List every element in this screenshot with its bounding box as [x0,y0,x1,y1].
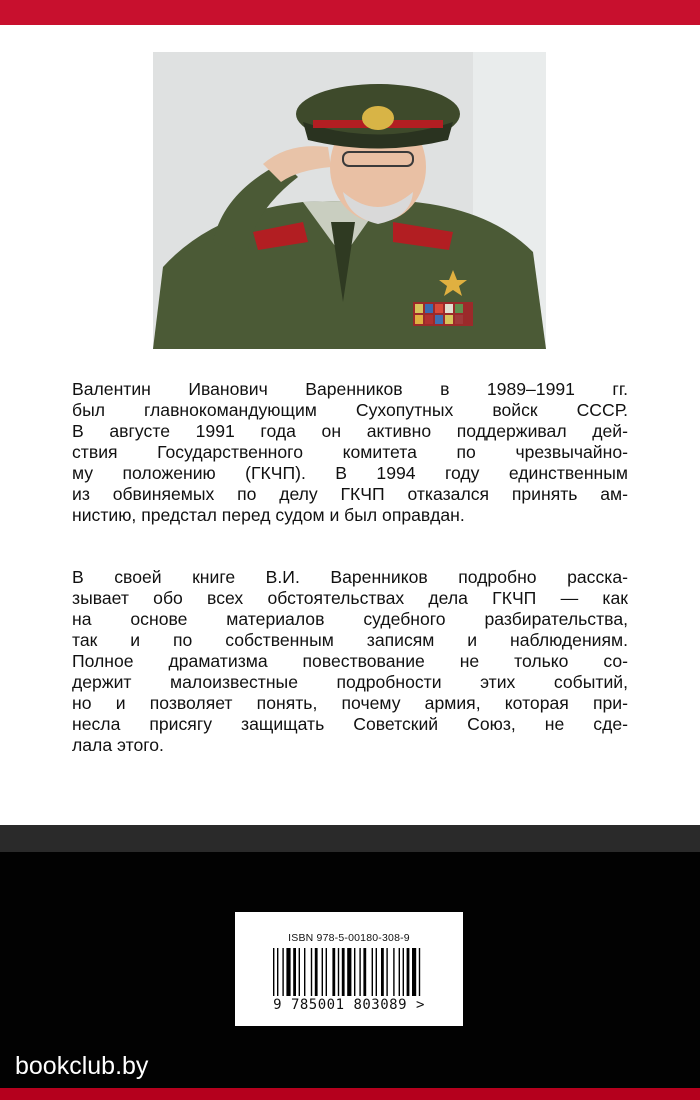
paragraph-line: Полное драматизма повествование не только со- [72,651,628,671]
portrait-photo [153,52,546,349]
paragraph-line: но и позволяет понять, почему армия, которая при- [72,693,628,713]
paragraph-line: был главнокомандующим Сухопутных войск СССР. [72,400,628,420]
description-paragraph-2 [72,567,628,756]
paragraph-line: В августе 1991 года он активно поддерживал дей- [72,421,628,441]
paragraph-line: му положению (ГКЧП). В 1994 году единственным [72,463,628,483]
barcode-digits: 9 785001 803089 > [273,997,425,1013]
paragraph-line: лала этого. [72,735,164,755]
paragraph-line: несла присягу защищать Советский Союз, не сде- [72,714,628,734]
paragraph-line: держит малоизвестные подробности этих событий, [72,672,628,692]
paragraph-line: В своей книге В.И. Варенников подробно расска- [72,567,628,587]
paragraph-line: Валентин Иванович Варенников в 1989–1991 гг. [72,379,628,399]
paragraph-line: на основе материалов судебного разбирательства, [72,609,628,629]
barcode-icon [273,948,425,996]
top-red-band [0,0,700,25]
bottom-red-band [0,1088,700,1100]
footer-gray-strip [0,825,700,852]
paragraph-line: так и по собственным записям и наблюдениям. [72,630,628,650]
site-label: bookclub.by [15,1052,149,1080]
saluting-officer-illustration [153,52,546,349]
barcode-box [235,912,463,1026]
paragraph-line: нистию, предстал перед судом и был оправдан. [72,505,465,525]
paragraph-line: ствия Государственного комитета по чрезвычайно- [72,442,628,462]
description-paragraph-1 [72,379,628,526]
isbn-label: ISBN 978-5-00180-308-9 [288,932,410,944]
paragraph-line: из обвиняемых по делу ГКЧП отказался принять ам- [72,484,628,504]
paragraph-line: зывает обо всех обстоятельствах дела ГКЧП — как [72,588,628,608]
